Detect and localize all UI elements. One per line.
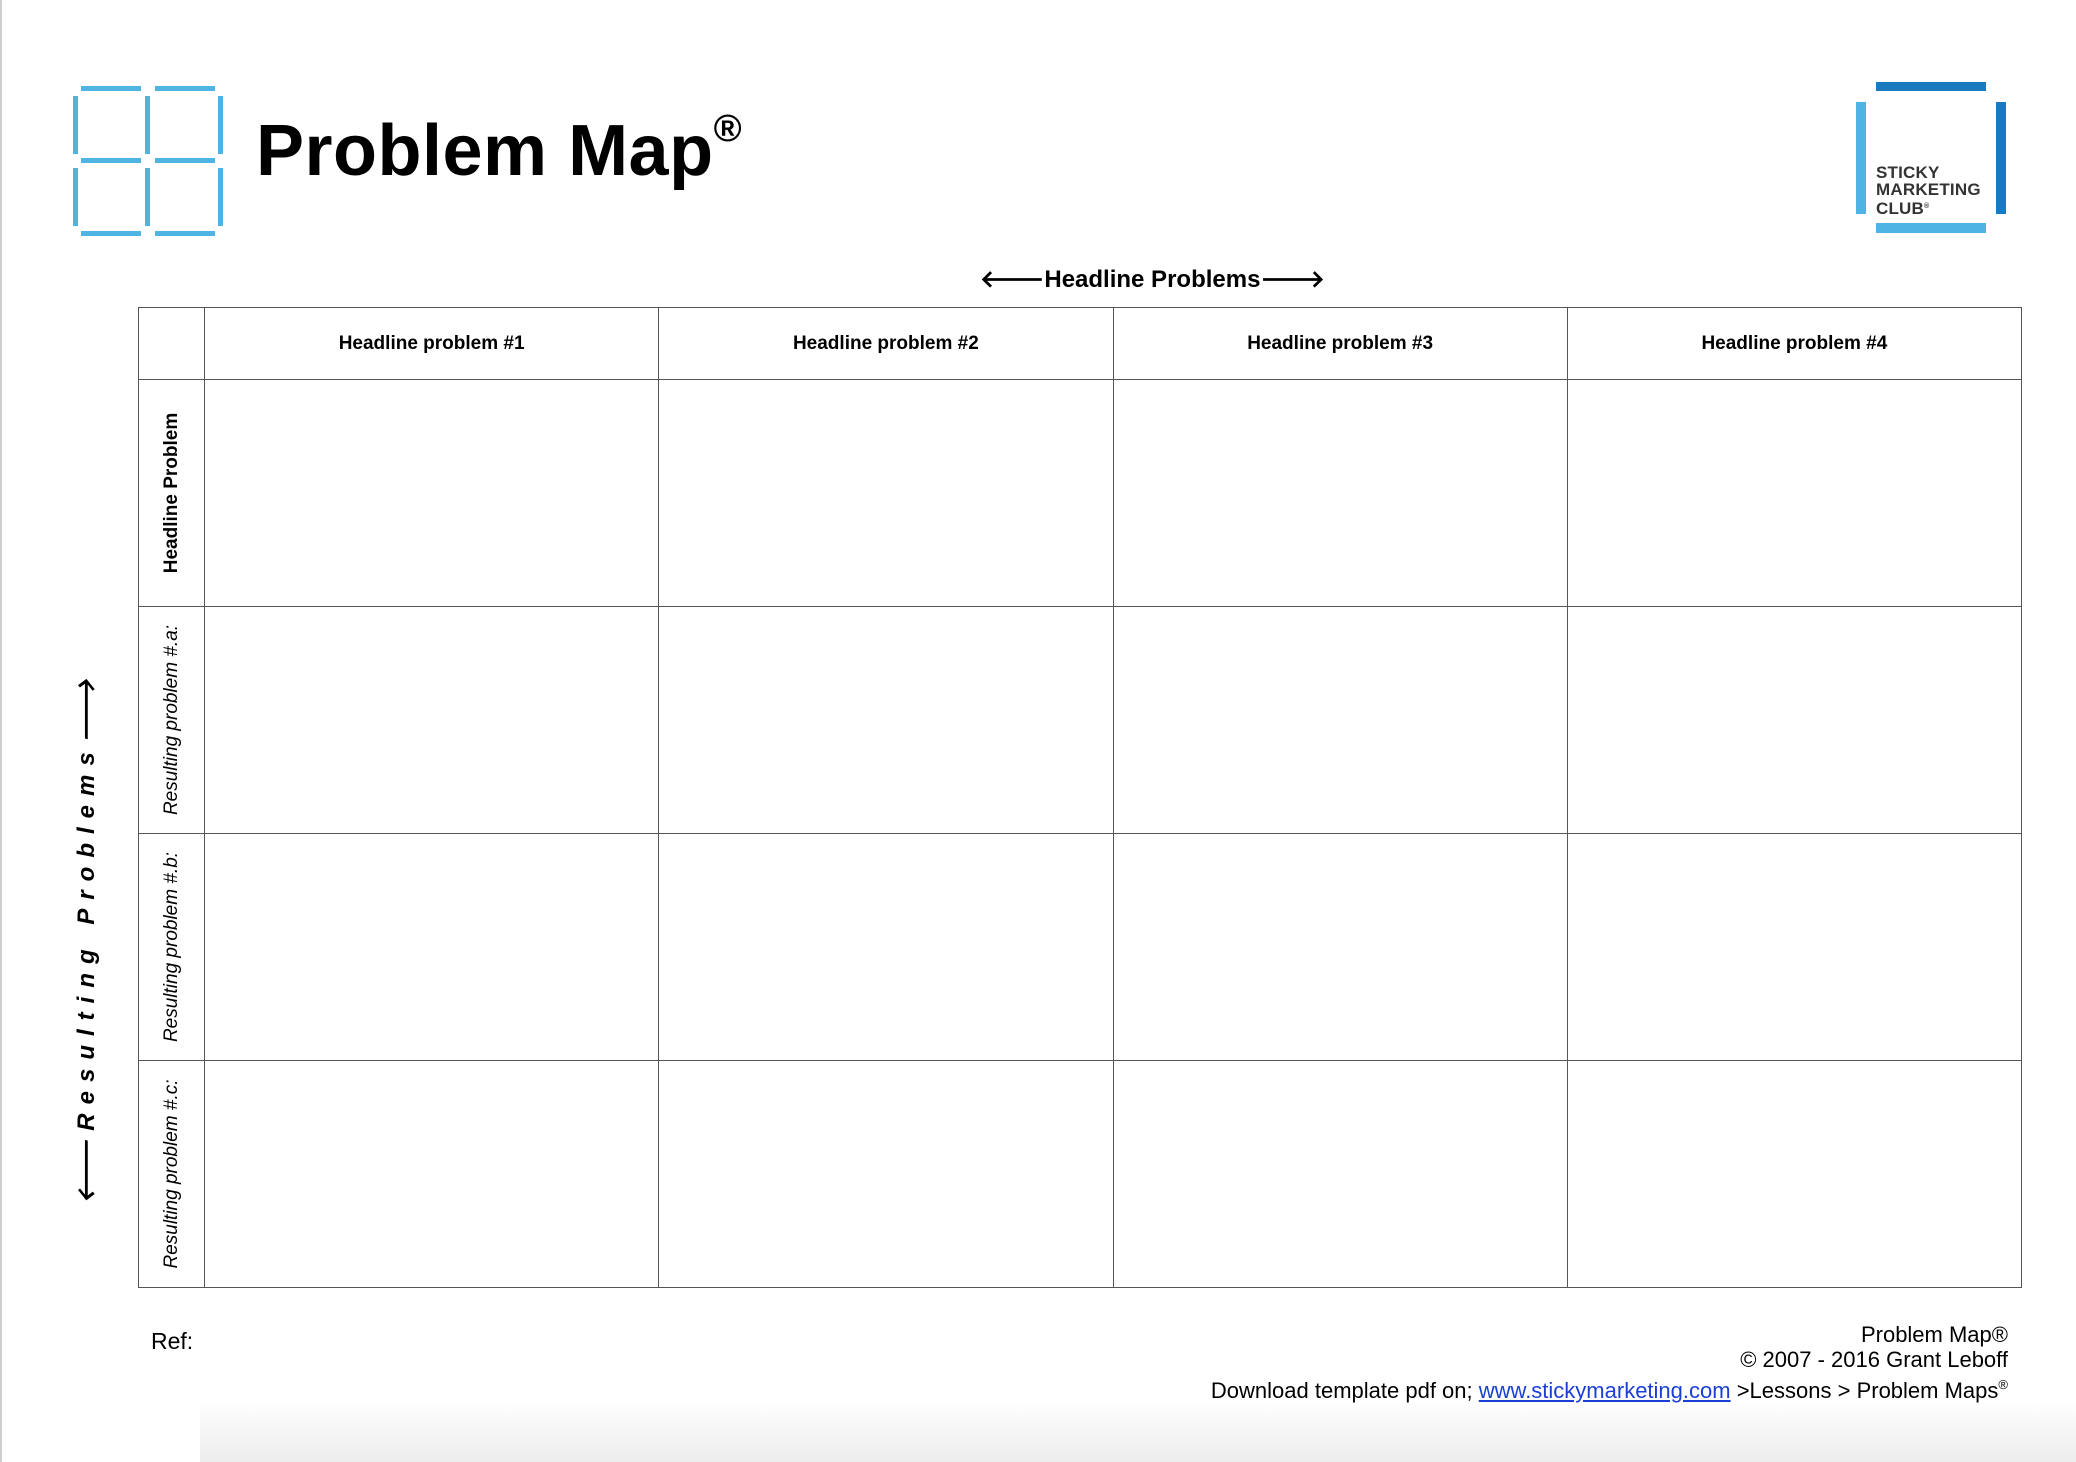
table-cell[interactable] [1567,1061,2021,1288]
table-cell[interactable] [659,607,1113,834]
table-cell[interactable] [659,834,1113,1061]
headline-problems-header: 🡐Headline Problems🡒 [980,266,1325,293]
footer [1211,1322,2008,1403]
page-title: Problem Map® [256,108,743,191]
column-header: Headline problem #1 [205,308,659,380]
table-cell[interactable] [659,380,1113,607]
arrow-left-icon: 🡐 [980,266,1045,293]
page-left-border [0,0,2,1462]
table-row [139,380,2022,607]
table-cell[interactable] [1567,607,2021,834]
footer-copyright: © 2007 - 2016 Grant Leboff [1740,1347,2008,1372]
row-label: Headline Problem [160,412,182,574]
table-cell[interactable] [1567,380,2021,607]
table-cell[interactable] [1113,607,1567,834]
page-bottom-shadow [200,1400,2076,1462]
table-cell[interactable] [659,1061,1113,1288]
row-header-cell [139,607,205,834]
registered-mark: ® [713,108,743,150]
ref-label: Ref: [151,1328,194,1354]
arrow-right-icon: 🡒 [1260,266,1325,293]
table-cell[interactable] [205,834,659,1061]
table-cell[interactable] [1113,1061,1567,1288]
row-header-cell [139,380,205,607]
row-header-cell [139,834,205,1061]
row-header-cell [139,1061,205,1288]
grid-logo-icon [73,86,223,236]
table-header-row [139,308,2022,380]
table-cell[interactable] [1113,834,1567,1061]
footer-download-line: Download template pdf on; www.stickymarketing.com >Lessons > Problem Maps® [1210,1377,2008,1403]
logo-wordmark: STICKY MARKETING CLUB® [1876,163,1981,218]
column-header: Headline problem #3 [1113,308,1567,380]
table-cell[interactable] [205,1061,659,1288]
arrow-down-icon: 🡐 [73,1130,100,1205]
table-cell[interactable] [205,380,659,607]
sticky-marketing-club-logo [1856,82,2008,234]
resulting-problems-side-label: 🡐Resulting Problems🡒 [73,669,100,1205]
stickymarketing-link[interactable]: www.stickymarketing.com [1478,1378,1731,1403]
table-cell[interactable] [1567,834,2021,1061]
column-header: Headline problem #4 [1567,308,2021,380]
table-cell[interactable] [1113,380,1567,607]
row-label: Resulting problem #.b: [160,851,182,1043]
problem-map-table [138,307,2022,1288]
footer-title: Problem Map® [1860,1322,2008,1347]
table-row [139,834,2022,1061]
table-cell[interactable] [205,607,659,834]
table-row [139,607,2022,834]
table-row [139,1061,2022,1288]
row-label: Resulting problem #.c: [160,1079,182,1269]
corner-cell [139,308,205,380]
column-header: Headline problem #2 [659,308,1113,380]
row-label: Resulting problem #.a: [160,624,182,816]
arrow-up-icon: 🡒 [73,669,100,744]
